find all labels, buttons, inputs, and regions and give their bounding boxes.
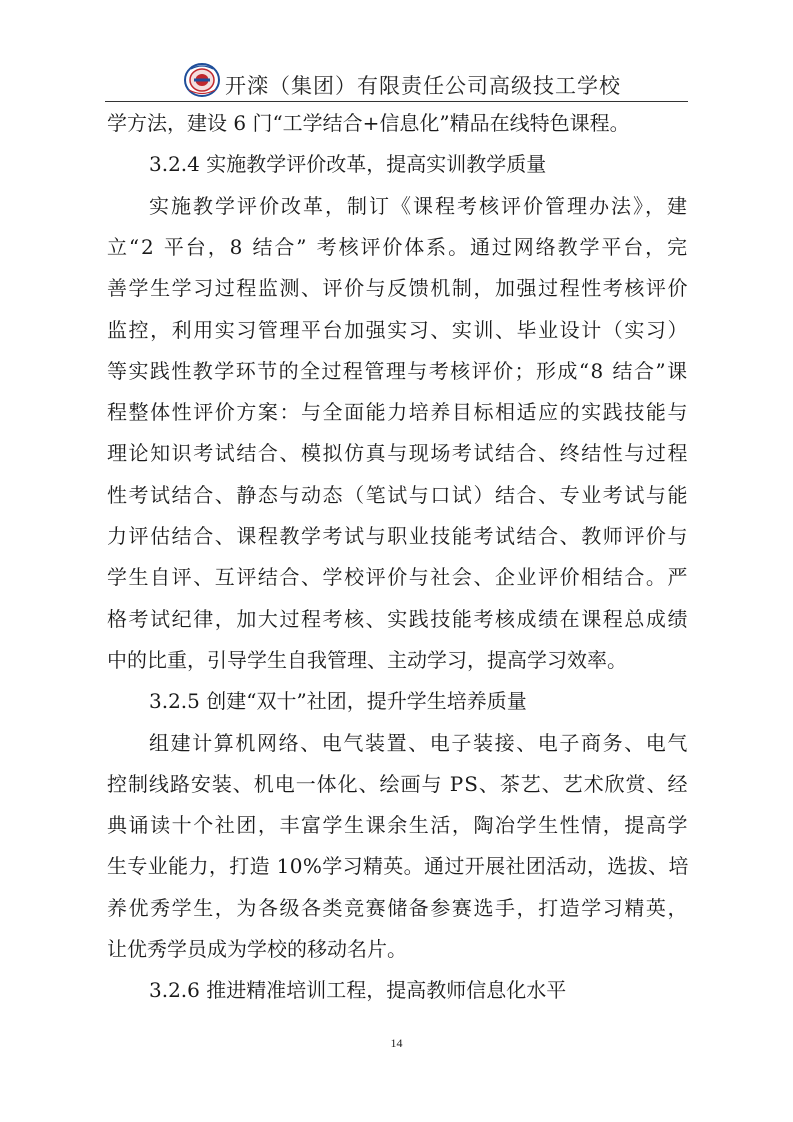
text-line: 善学生学习过程监测、评价与反馈机制，加强过程性考核评价 — [107, 276, 689, 301]
heading-text: 3.2.5 创建“双十”社团，提升学生培养质量 — [149, 689, 527, 714]
text-line: 学生自评、互评结合、学校评价与社会、企业评价相结合。严 — [107, 565, 689, 590]
page-header — [105, 62, 687, 102]
text-line: 控制线路安装、机电一体化、绘画与 PS、茶艺、艺术欣赏、经 — [107, 771, 689, 796]
text-line: 格考试纪律，加大过程考核、实践技能考核成绩在课程总成绩 — [107, 606, 689, 631]
text-line: 理论知识考试结合、模拟仿真与现场考试结合、终结性与过程 — [107, 441, 689, 466]
header-title: 开滦（集团）有限责任公司高级技工学校 — [225, 74, 621, 98]
text-line: 中的比重，引导学生自我管理、主动学习，提高学习效率。 — [107, 647, 627, 672]
text-line: 典诵读十个社团，丰富学生课余生活，陶冶学生性情，提高学 — [107, 813, 689, 838]
text-line: 让优秀学员成为学校的移动名片。 — [107, 937, 407, 961]
header-divider — [105, 101, 688, 102]
text-line: 组建计算机网络、电气装置、电子装接、电子商务、电气 — [149, 730, 689, 755]
text-line: 程整体性评价方案：与全面能力培养目标相适应的实践技能与 — [107, 400, 689, 425]
text-line: 立“2 平台，8 结合” 考核评价体系。通过网络教学平台，完 — [107, 234, 689, 259]
text-line: 力评估结合、课程教学考试与职业技能考试结合、教师评价与 — [107, 524, 689, 548]
school-emblem-icon — [183, 62, 221, 98]
text-line: 监控，利用实习管理平台加强实习、实训、毕业设计（实习） — [107, 317, 689, 342]
text-line: 养优秀学生，为各级各类竞赛储备参赛选手，打造学习精英， — [107, 895, 689, 920]
text-line: 等实践性教学环节的全过程管理与考核评价；形成“8 结合”课 — [107, 358, 689, 383]
heading-text: 3.2.4 实施教学评价改革，提高实训教学质量 — [149, 152, 547, 177]
page-number: 14 — [390, 1036, 403, 1050]
text-line: 实施教学评价改革，制订《课程考核评价管理办法》，建 — [149, 193, 689, 218]
text-line: 生专业能力，打造 10%学习精英。通过开展社团活动，选拔、培 — [107, 854, 689, 879]
text-line: 性考试结合、静态与动态（笔试与口试）结合、专业考试与能 — [107, 482, 689, 507]
text-line: 学方法，建设 6 门“工学结合+信息化”精品在线特色课程。 — [107, 111, 630, 135]
heading-text: 3.2.6 推进精准培训工程，提高教师信息化水平 — [149, 978, 567, 1003]
